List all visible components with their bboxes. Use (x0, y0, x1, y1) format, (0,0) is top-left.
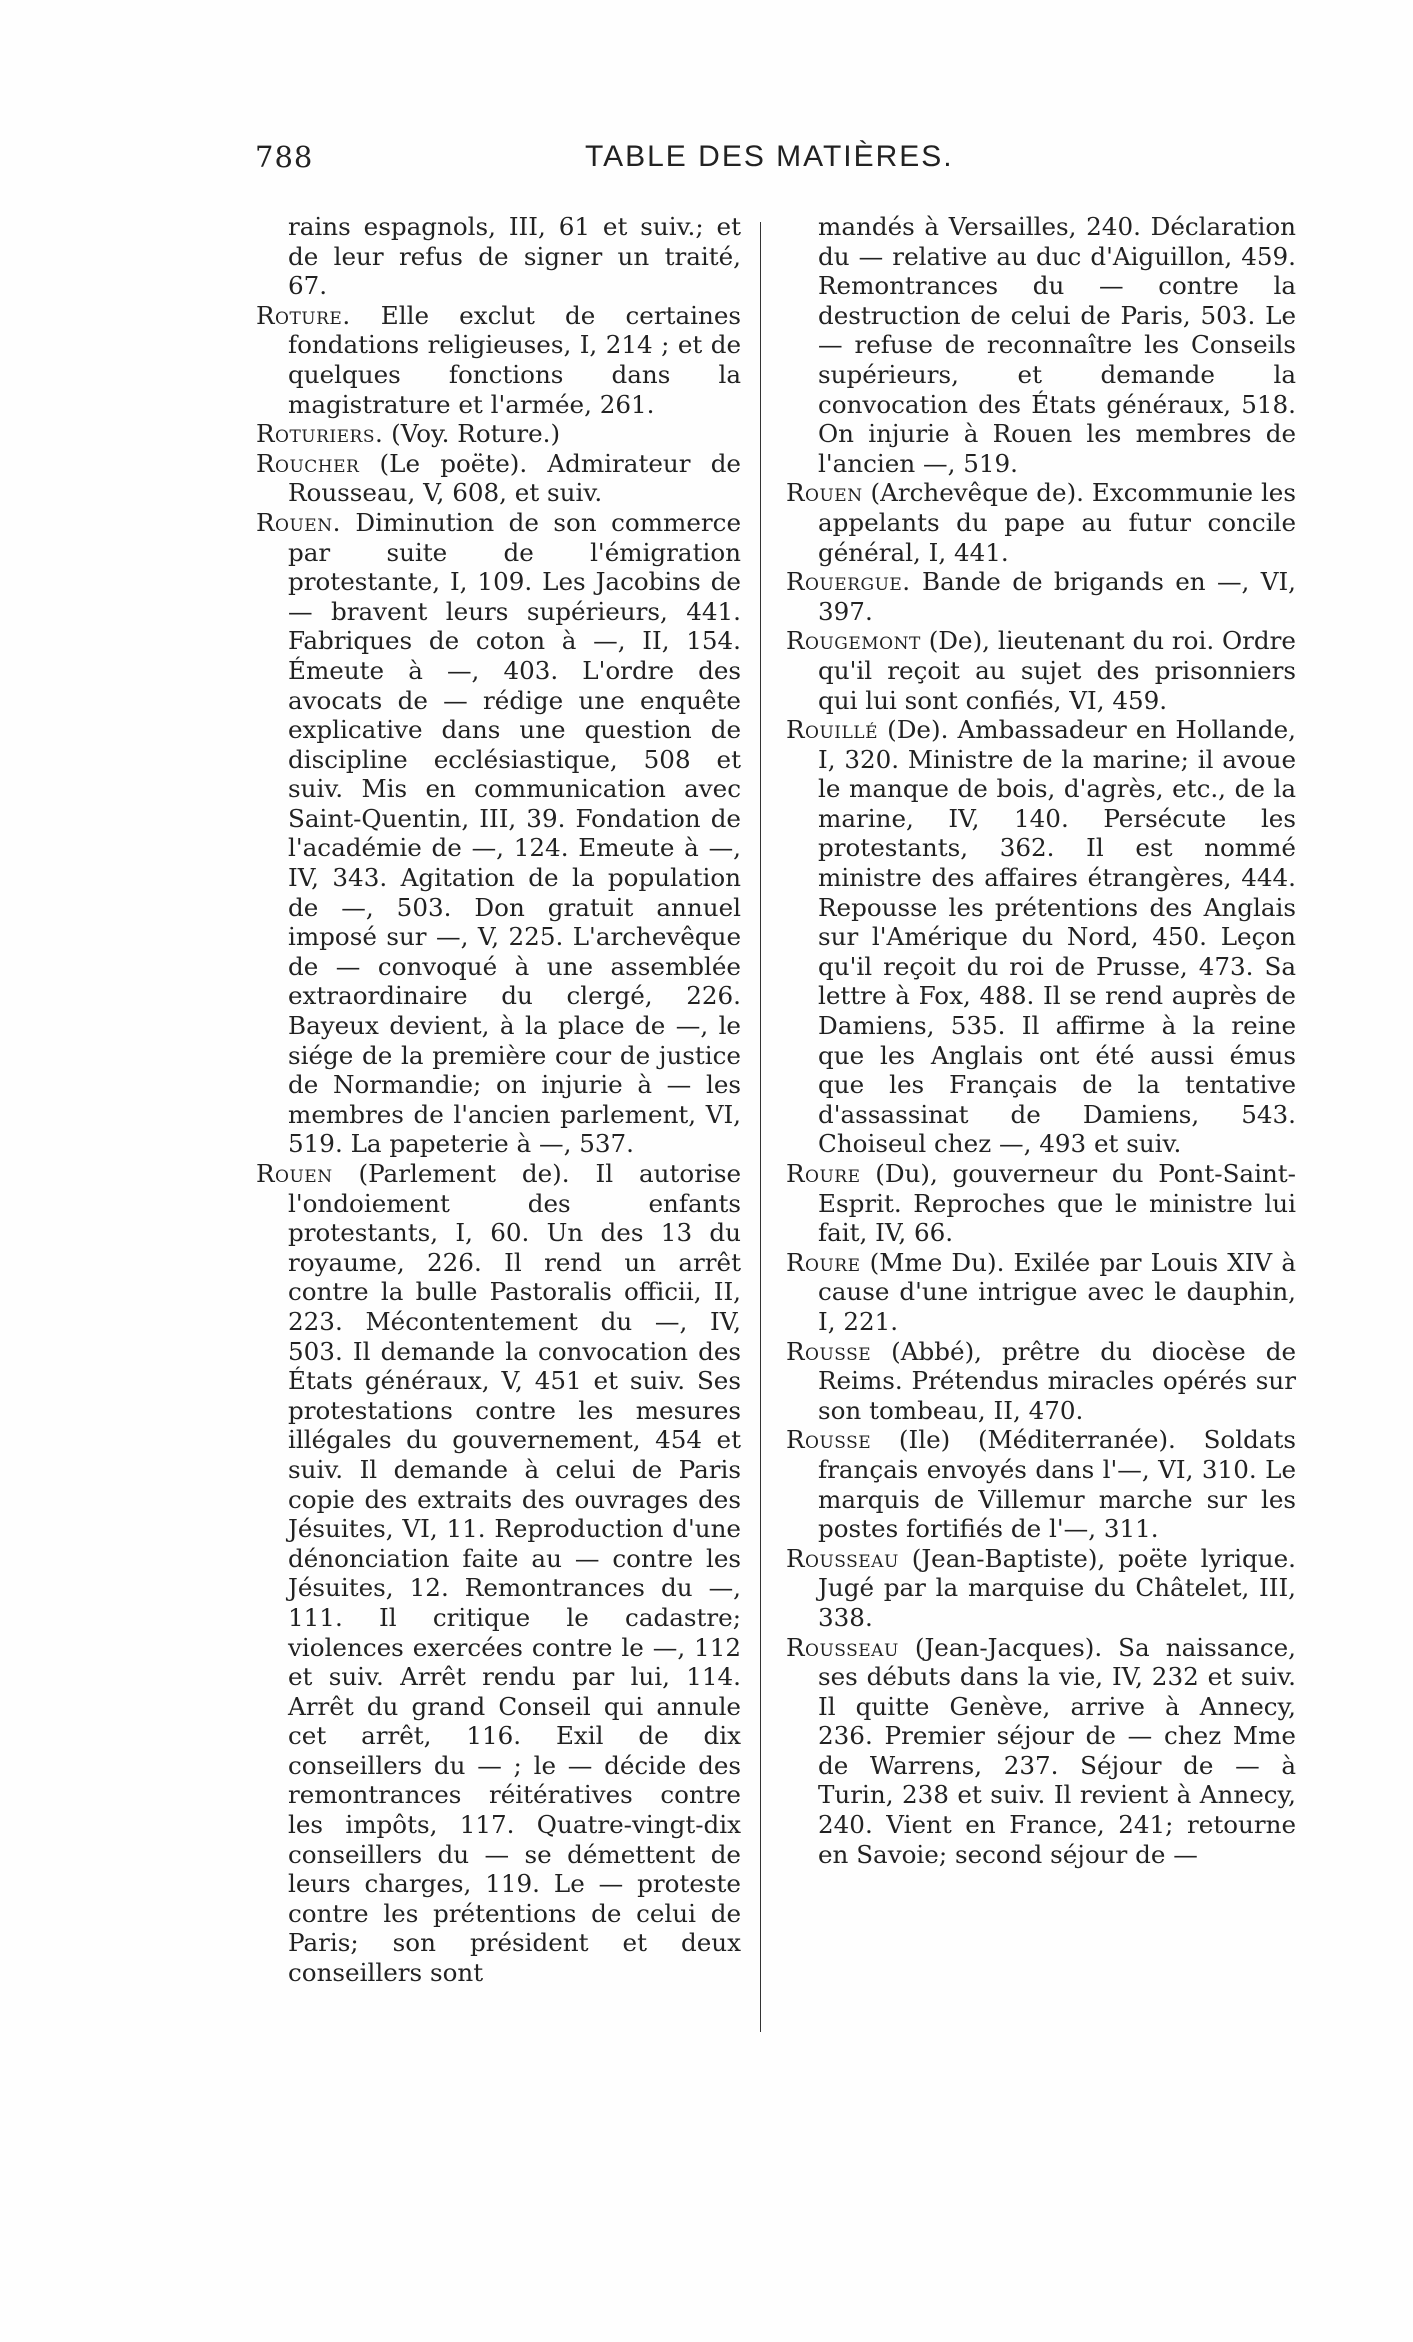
entry-text: (Parlement de). Il autorise l'ondoiement des enfants protestants, I, 60. Un des 13 du royaume, 226. Il rend un arrêt contre la bulle Pastoralis officii, II, 223. Mécontentement du —, IV, 503. Il demande la convocation des États généraux, V, 451 et suiv. Ses protestations contre les mesures illégales du gouvernement, 454 et suiv. Il demande à celui de Paris copie des extraits des ouvrages des Jésuites, VI, 11. Reproduction d'une dénonciation faite au — contre les Jésuites, 12. Remontrances du —, 111. Il critique le cadastre; violences exercées contre le —, 112 et suiv. Arrêt rendu par lui, 114. Arrêt du grand Conseil qui annule cet arrêt, 116. Exil de dix conseillers du — ; le — décide des remontrances réitératives contre les impôts, 117. Quatre-vingt-dix conseillers du — se démettent de leurs charges, 119. Le — proteste contre les prétentions de celui de Paris; son président et deux conseillers sont (288, 1159, 741, 1988)
entry-headword: Rousse (786, 1425, 872, 1455)
entry-headword: Rousseau (786, 1632, 899, 1662)
entry-headword: Roture. (256, 300, 351, 330)
entry-headword: Rousse (786, 1336, 872, 1366)
index-entry (786, 626, 1296, 715)
entry-text: Elle exclut de certaines fondations religieuses, I, 214 ; et de quelques fonctions dans la magistrature et l'armée, 261. (288, 300, 741, 419)
column-divider (760, 222, 761, 2032)
index-entry (256, 508, 741, 1159)
entry-text: (De). Ambassadeur en Hollande, I, 320. Ministre de la marine; il avoue le manque de bois, d'agrès, etc., de la marine, IV, 140. Persécute les protestants, 362. Il est nommé ministre des affaires étrangères, 444. Repousse les prétentions des Anglais sur l'Amérique du Nord, 450. Leçon qu'il reçoit du roi de Prusse, 473. Sa lettre à Fox, 488. Il se rend auprès de Damiens, 535. Il affirme à la reine que les Anglais ont été aussi émus que les Français de la tentative d'assassinat de Damiens, 543. Choiseul chez —, 493 et suiv. (818, 715, 1296, 1159)
index-column-right (786, 212, 1296, 1869)
entry-text: (Archevêque de). Excommunie les appelants du pape au futur concile général, I, 441. (818, 478, 1296, 567)
index-entry (256, 301, 741, 419)
entry-headword: Rouen (786, 478, 863, 508)
entry-text: Bande de brigands en —, VI, 397. (818, 567, 1296, 626)
entry-text: rains espagnols, III, 61 et suiv.; et de leur refus de signer un traité, 67. (288, 212, 741, 301)
entry-headword: Rousseau (786, 1543, 899, 1573)
index-entry (786, 1544, 1296, 1633)
entry-text: (Ile) (Méditerranée). Soldats français envoyés dans l'—, VI, 310. Le marquis de Villemur marche sur les postes fortifiés de l'—, 311. (818, 1425, 1296, 1544)
index-entry (786, 567, 1296, 626)
entry-text: mandés à Versailles, 240. Déclaration du — relative au duc d'Aiguillon, 459. Remontrances du — contre la destruction de celui de Paris, 503. Le — refuse de reconnaître les Conseils supérieurs, et demande la convocation des États généraux, 518. On injurie à Rouen les membres de l'ancien —, 519. (818, 212, 1296, 478)
entry-headword: Roure (786, 1247, 861, 1277)
index-entry (786, 1633, 1296, 1870)
page-number: 788 (255, 140, 314, 174)
index-entry (786, 478, 1296, 567)
entry-headword: Rouillé (786, 715, 878, 745)
index-entry (786, 1248, 1296, 1337)
entry-headword: Roure (786, 1159, 861, 1188)
entry-text: (Jean-Baptiste), poëte lyrique. Jugé par la marquise du Châtelet, III, 338. (818, 1543, 1296, 1632)
entry-headword: Rouergue. (786, 567, 911, 597)
entry-text: (Mme Du). Exilée par Louis XIV à cause d'une intrigue avec le dauphin, I, 221. (818, 1247, 1296, 1336)
entry-text: (De), lieutenant du roi. Ordre qu'il reçoit au sujet des prisonniers qui lui sont confiés, VI, 459. (818, 626, 1296, 715)
index-entry (256, 212, 741, 301)
page-header (255, 140, 975, 180)
index-column-left (256, 212, 741, 1988)
entry-headword: Rougemont (786, 626, 921, 656)
index-entry (786, 1159, 1296, 1248)
index-entry (256, 449, 741, 508)
index-entry (786, 212, 1296, 478)
entry-headword: Roturiers. (256, 419, 384, 449)
entry-headword: Rouen. (256, 507, 341, 537)
entry-headword: Roucher (256, 448, 360, 478)
entry-text: (Du), gouverneur du Pont-Saint-Esprit. Reproches que le ministre lui fait, IV, 66. (818, 1159, 1296, 1248)
entry-text: (Le poëte). Admirateur de Rousseau, V, 608, et suiv. (288, 448, 741, 508)
index-entry (786, 1337, 1296, 1426)
entry-text: Diminution de son commerce par suite de l'émigration protestante, I, 109. Les Jacobins de — bravent leurs supérieurs, 441. Fabriques de coton à —, II, 154. Émeute à —, 403. L'ordre des avocats de — rédige une enquête explicative dans une question de discipline ecclésiastique, 508 et suiv. Mis en communication avec Saint-Quentin, III, 39. Fondation de l'académie de —, 124. Emeute à —, IV, 343. Agitation de la population de —, 503. Don gratuit annuel imposé sur —, V, 225. L'archevêque de — convoqué à une assemblée extraordinaire du clergé, 226. Bayeux devient, à la place de —, le siége de la première cour de justice de Normandie; on injurie à — les membres de l'ancien parlement, VI, 519. La papeterie à —, 537. (288, 507, 741, 1159)
index-entry (256, 419, 741, 449)
index-entry (256, 1159, 741, 1988)
entry-text: (Jean-Jacques). Sa naissance, ses débuts dans la vie, IV, 232 et suiv. Il quitte Genève, arrive à Annecy, 236. Premier séjour de — chez Mme de Warrens, 237. Séjour de — à Turin, 238 et suiv. Il revient à Annecy, 240. Vient en France, 241; retourne en Savoie; second séjour de — (818, 1632, 1296, 1869)
index-entry (786, 715, 1296, 1159)
entry-headword: Rouen (256, 1159, 333, 1188)
index-entry (786, 1425, 1296, 1543)
running-title: TABLE DES MATIÈRES. (585, 140, 954, 173)
entry-text: (Abbé), prêtre du diocèse de Reims. Prétendus miracles opérés sur son tombeau, II, 470. (818, 1336, 1296, 1425)
entry-text: (Voy. Roture.) (383, 419, 561, 449)
